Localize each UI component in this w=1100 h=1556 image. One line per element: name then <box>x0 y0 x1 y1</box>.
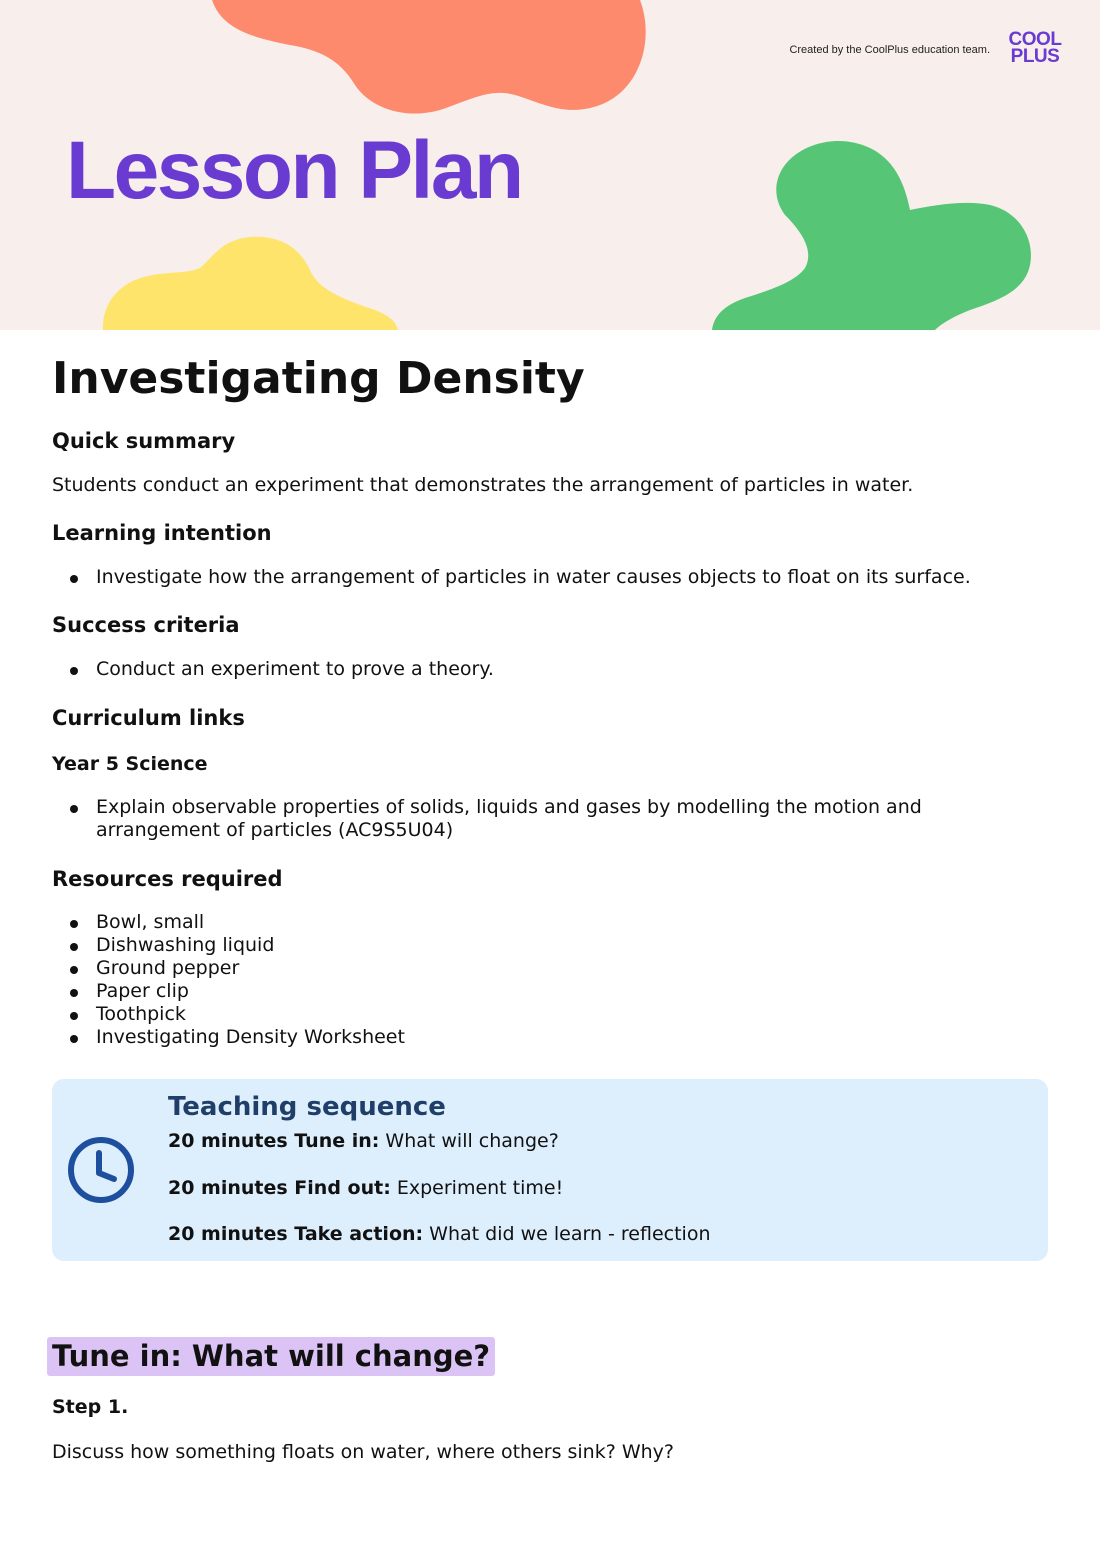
coral-blob <box>212 0 646 114</box>
learning-intention-list <box>52 566 1052 589</box>
credit-text: Created by the CoolPlus education team. <box>789 44 990 56</box>
resources-list <box>52 911 1052 1049</box>
sequence-step-label: 20 minutes Find out: <box>168 1177 391 1199</box>
list-item: Conduct an experiment to prove a theory. <box>52 658 1052 681</box>
list-item: Ground pepper <box>52 957 1052 980</box>
list-item: Toothpick <box>52 1003 1052 1026</box>
step-label: Step 1. <box>52 1396 129 1418</box>
success-criteria-heading: Success criteria <box>52 613 240 637</box>
list-item: Explain observable properties of solids, liquids and gases by modelling the motion and arrangement of particles (AC9S5U04) <box>52 796 1052 842</box>
quick-summary-text: Students conduct an experiment that demonstrates the arrangement of particles in water. <box>52 474 914 496</box>
sequence-step-text: What did we learn - reflection <box>423 1223 711 1245</box>
sequence-step-text: Experiment time! <box>390 1177 564 1199</box>
curriculum-subheading: Year 5 Science <box>52 753 208 775</box>
success-criteria-list <box>52 658 1052 681</box>
logo-line-2: PLUS <box>1010 46 1060 67</box>
learning-intention-heading: Learning intention <box>52 521 272 545</box>
tune-in-heading: Tune in: What will change? <box>47 1337 495 1376</box>
clock-icon <box>66 1135 136 1205</box>
quick-summary-heading: Quick summary <box>52 429 236 453</box>
sequence-step <box>168 1176 563 1200</box>
list-item: Dishwashing liquid <box>52 934 1052 957</box>
curriculum-links-heading: Curriculum links <box>52 706 245 730</box>
list-item: Paper clip <box>52 980 1052 1003</box>
sequence-step-label: 20 minutes Take action: <box>168 1223 424 1245</box>
sequence-step <box>168 1129 559 1153</box>
sequence-step <box>168 1222 711 1246</box>
list-item: Investigating Density Worksheet <box>52 1026 1052 1049</box>
resources-heading: Resources required <box>52 867 283 891</box>
banner-title: Lesson Plan <box>66 125 522 216</box>
list-item: Bowl, small <box>52 911 1052 934</box>
sequence-step-label: 20 minutes Tune in: <box>168 1130 380 1152</box>
green-blob <box>712 141 1031 330</box>
step-text: Discuss how something floats on water, where others sink? Why? <box>52 1441 675 1463</box>
lesson-title: Investigating Density <box>52 353 585 404</box>
list-item: Investigate how the arrangement of particles in water causes objects to float on its surface. <box>52 566 1052 589</box>
teaching-sequence-heading: Teaching sequence <box>168 1092 446 1122</box>
header-banner <box>0 0 1100 330</box>
curriculum-links-list <box>52 796 1052 842</box>
yellow-blob <box>103 237 398 330</box>
coolplus-logo <box>1001 31 1069 65</box>
lesson-content <box>52 350 1052 1049</box>
sequence-step-text: What will change? <box>379 1130 559 1152</box>
logo-line-1: COOL <box>1008 29 1062 50</box>
